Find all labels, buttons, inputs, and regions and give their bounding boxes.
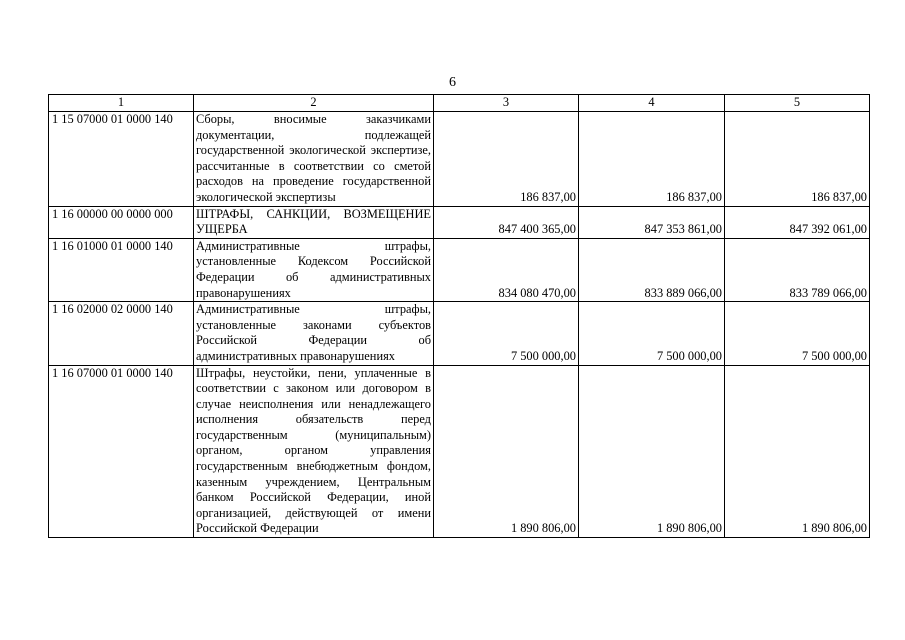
row-value-col5: 1 890 806,00 xyxy=(725,365,870,538)
table-row xyxy=(49,365,870,538)
row-code: 1 15 07000 01 0000 140 xyxy=(49,112,194,207)
row-value-col4: 847 353 861,00 xyxy=(579,206,725,238)
row-code: 1 16 02000 02 0000 140 xyxy=(49,302,194,365)
column-header: 5 xyxy=(725,95,870,112)
row-value-col3: 847 400 365,00 xyxy=(434,206,579,238)
table-row xyxy=(49,238,870,301)
row-code: 1 16 01000 01 0000 140 xyxy=(49,238,194,301)
row-value-col4: 186 837,00 xyxy=(579,112,725,207)
row-value-col3: 834 080 470,00 xyxy=(434,238,579,301)
row-value-col4: 7 500 000,00 xyxy=(579,302,725,365)
page-number: 6 xyxy=(449,75,456,90)
row-value-col3: 7 500 000,00 xyxy=(434,302,579,365)
row-value-col5: 7 500 000,00 xyxy=(725,302,870,365)
row-name: Сборы, вносимые заказчиками документации, подлежащей государственной экологической экспертизе, рассчитанные в соответствии со сметой расходов на проведение государственной экологической экспертизы xyxy=(194,112,434,207)
table-header-row xyxy=(49,95,870,112)
row-value-col5: 833 789 066,00 xyxy=(725,238,870,301)
row-name: Штрафы, неустойки, пени, уплаченные в соответствии с законом или договором в случае неисполнения или ненадлежащего исполнения обязательств перед государственным (муниципальным) органом, органом управления государственным внебюджетным фондом, казенным учреждением, Центральным банком Российской Федерации, иной организацией, действующей от имени Российской Федерации xyxy=(194,365,434,538)
row-value-col4: 1 890 806,00 xyxy=(579,365,725,538)
column-header: 2 xyxy=(194,95,434,112)
row-name: ШТРАФЫ, САНКЦИИ, ВОЗМЕЩЕНИЕ УЩЕРБА xyxy=(194,206,434,238)
table-row xyxy=(49,302,870,365)
row-value-col3: 186 837,00 xyxy=(434,112,579,207)
row-value-col4: 833 889 066,00 xyxy=(579,238,725,301)
table-row xyxy=(49,112,870,207)
budget-table xyxy=(48,94,870,538)
row-value-col5: 847 392 061,00 xyxy=(725,206,870,238)
row-name: Административные штрафы, установленные законами субъектов Российской Федерации об административных правонарушениях xyxy=(194,302,434,365)
column-header: 4 xyxy=(579,95,725,112)
row-value-col5: 186 837,00 xyxy=(725,112,870,207)
row-code: 1 16 00000 00 0000 000 xyxy=(49,206,194,238)
row-name: Административные штрафы, установленные Кодексом Российской Федерации об административных правонарушениях xyxy=(194,238,434,301)
table-row xyxy=(49,206,870,238)
column-header: 3 xyxy=(434,95,579,112)
column-header: 1 xyxy=(49,95,194,112)
row-value-col3: 1 890 806,00 xyxy=(434,365,579,538)
row-code: 1 16 07000 01 0000 140 xyxy=(49,365,194,538)
